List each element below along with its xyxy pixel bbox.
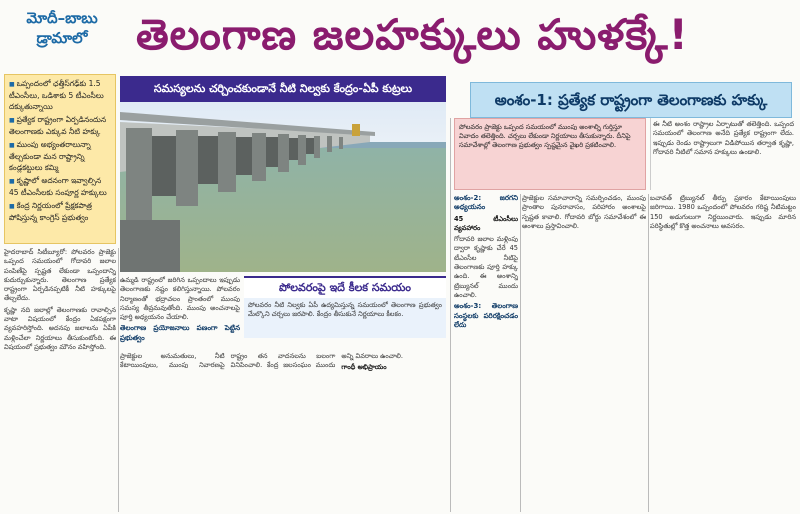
column-divider xyxy=(520,194,521,512)
column-divider xyxy=(450,118,451,512)
column-divider xyxy=(648,194,649,512)
article-column-3 xyxy=(120,352,446,512)
dam-photo xyxy=(120,102,446,272)
highlight-item: ■ ప్రత్యేక రాష్ట్రంగా ఏర్పడినందున తెలంగాణకు ఎక్కువ నీటి హక్కు xyxy=(9,114,111,137)
article-column-4 xyxy=(454,194,518,512)
section-subheading: అంశం-1: ప్రత్యేక రాష్ట్రంగా తెలంగాణకు హక్కు xyxy=(470,82,792,118)
kicker-line-1: మోదీ–బాబు xyxy=(26,9,98,27)
article-col5-body: ప్రాజెక్టుల సమాచారాన్ని సమర్పించడం, ముంపు ప్రాంతాల పునరావాసం, పరిహారం అంశాలపై స్పష్టత కావాలి. గోదావరి బోర్డు సమావేశంలో ఈ అంశాలు ప్రస్తావించాలి. xyxy=(522,194,646,230)
highlights-box xyxy=(4,74,116,244)
article-col2-head: గాంధీ అభిప్రాయం xyxy=(341,363,387,372)
section-heading-study: అంశం-2: జరగని అధ్యయనం xyxy=(454,194,518,212)
article-column-5 xyxy=(522,194,646,512)
article-col6-body: బచావత్ ట్రిబ్యునల్ తీర్పు ప్రకారం కేటాయింపులు జరిగాయి. 1980 ఒప్పందంలో పోలవరం గరిష్ట నీటిమట్టం 150 అడుగులుగా నిర్ణయించారు. ఇప్పుడు మారిన పరిస్థితుల్లో కొత్త అంచనాలు అవసరం. xyxy=(650,194,796,230)
kicker xyxy=(6,8,118,48)
highlight-item: ■ కృష్ణాలో అదనంగా ఇవ్వాల్సిన 45 టీఎంసీలకు సంపూర్ణ హక్కులు xyxy=(9,175,111,198)
article-lead: హైదరాబాద్ సిటీబ్యూరో: పోలవరం ప్రాజెక్టు ఒప్పంద సమయంలో గోదావరి జలాల పంపిణీపై స్పష్టత లేకుండా ఒప్పందాన్ని కుదుర్చుకున్నారు. తెలంగాణ ప్రత్యేక రాష్ట్రంగా ఏర్పడినప్పటికీ నీటి హక్కులపై తేల్చలేదు. xyxy=(4,248,116,303)
pink-info-box xyxy=(454,118,646,190)
article-column-6 xyxy=(650,194,796,512)
page-headline: తెలంగాణ జలహక్కులు హుళక్కే! xyxy=(136,10,689,59)
right-info-box xyxy=(650,118,796,190)
polavaram-text: పోలవరం నీటి నిల్వకు ఏపీ ఉద్యమిస్తున్న సమయంలో తెలంగాణ ప్రభుత్వం మేల్కొని చర్చలు జరపాలి. కేంద్రం తీసుకునే నిర్ణయాలు కీలకం. xyxy=(248,301,442,319)
highlight-item: ■ కేంద్ర నిర్ణయంలో ప్రేక్షకపాత్ర పోషిస్తున్న కాంగ్రెస్ ప్రభుత్వం xyxy=(9,200,111,223)
article-col1-body: కృష్ణా నది జలాల్లో తెలంగాణకు రావాల్సిన వాటా విషయంలో కేంద్రం ఏకపక్షంగా వ్యవహరిస్తోంది. అదనపు జలాలను ఏపీకి మళ్లించేలా నిర్ణయాలు తీసుకుంటోంది. ఈ విషయంలో ప్రభుత్వం మౌనం వహిస్తోంది. xyxy=(4,305,116,351)
right-box-text: ఈ నీటి అంశం రాష్ట్రాల ఏర్పాటుతో తలెత్తింది. ఒప్పంద సమయంలో తెలంగాణ అనేది ప్రత్యేక రాష్ట్రంగా లేదు. ఇప్పుడు రెండు రాష్ట్రాలుగా విడిపోయిన తర్వాత కృష్ణా, గోదావరి నీటిలో సమాన హక్కులు ఉండాలి. xyxy=(653,120,794,156)
kicker-line-2: డ్రామాలో xyxy=(36,29,88,47)
section-subheading-45tmc: 45 టీఎంసీలు వ్యవహారం xyxy=(454,214,518,232)
photo-caption-banner: సమస్యలను చర్చించకుండానే నీటి నిల్వకు కేంద్రం-ఏపీ కుట్రలు xyxy=(120,76,446,102)
section-heading-institutions: అంశం-3: తెలంగాణ సంస్థలకు పరిరక్షించడం లేదు xyxy=(454,302,518,329)
section-heading-govt: తెలంగాణ ప్రయోజనాలు పణంగా పెట్టిన ప్రభుత్వం xyxy=(120,324,240,342)
column-divider xyxy=(118,248,119,512)
highlight-item: ■ ముంపు అభ్యంతరాలున్నా తేల్చకుండా మన రాష్ట్రాన్ని కండ్లకట్టులు కమ్మి xyxy=(9,139,111,173)
article-column-1 xyxy=(4,248,116,512)
article-col2-body: ఉమ్మడి రాష్ట్రంలో జరిగిన ఒప్పందాలు ఇప్పుడు తెలంగాణకు నష్టం కలిగిస్తున్నాయి. పోలవరం నిర్మాణంతో భద్రాచలం ప్రాంతంలో ముంపు సమస్య తీవ్రమవుతోంది. ముంపు అంచనాలపై పూర్తి అధ్యయనం చేయాలి. xyxy=(120,276,240,322)
highlight-item: ■ ఒప్పందంలో ఛత్తీస్‌గఢ్‌కు 1.5 టీఎంసీలు, ఒడిశాకు 5 టీఎంసీలు దక్కుతున్నాయి xyxy=(9,78,111,112)
polavaram-banner: పోలవరంపై ఇదే కీలక సమయం xyxy=(244,276,446,302)
pink-box-text: పోలవరం ప్రాజెక్టు ఒప్పంద సమయంలో ముంపు అంశాల్ని గుర్తిస్తూ వివాదం తలెత్తింది. చర్చలు లేకుండా నిర్ణయాలు తీసుకున్నారు. దీనిపై సమావేశాల్లో తెలంగాణ ప్రభుత్వం స్పష్టమైన వైఖరి ప్రకటించాలి. xyxy=(459,123,631,150)
article-col3-body: ప్రాజెక్టుల అనుమతులు, నీటి కేటాయింపులు, ముంపు నివారణపై రాష్ట్రం తన వాదనలను బలంగా వినిపించాలి. కేంద్ర జలసంఘం ముందు అన్ని వివరాలు ఉంచాలి. xyxy=(120,352,403,370)
polavaram-box xyxy=(244,298,446,338)
article-col4-body: గోదావరి జలాల మళ్లింపు ద్వారా కృష్ణాకు చేరే 45 టీఎంసీల నీటిపై తెలంగాణకు పూర్తి హక్కు ఉంది. ఈ అంశాన్ని ట్రిబ్యునల్ ముందు ఉంచాలి. xyxy=(454,235,518,299)
